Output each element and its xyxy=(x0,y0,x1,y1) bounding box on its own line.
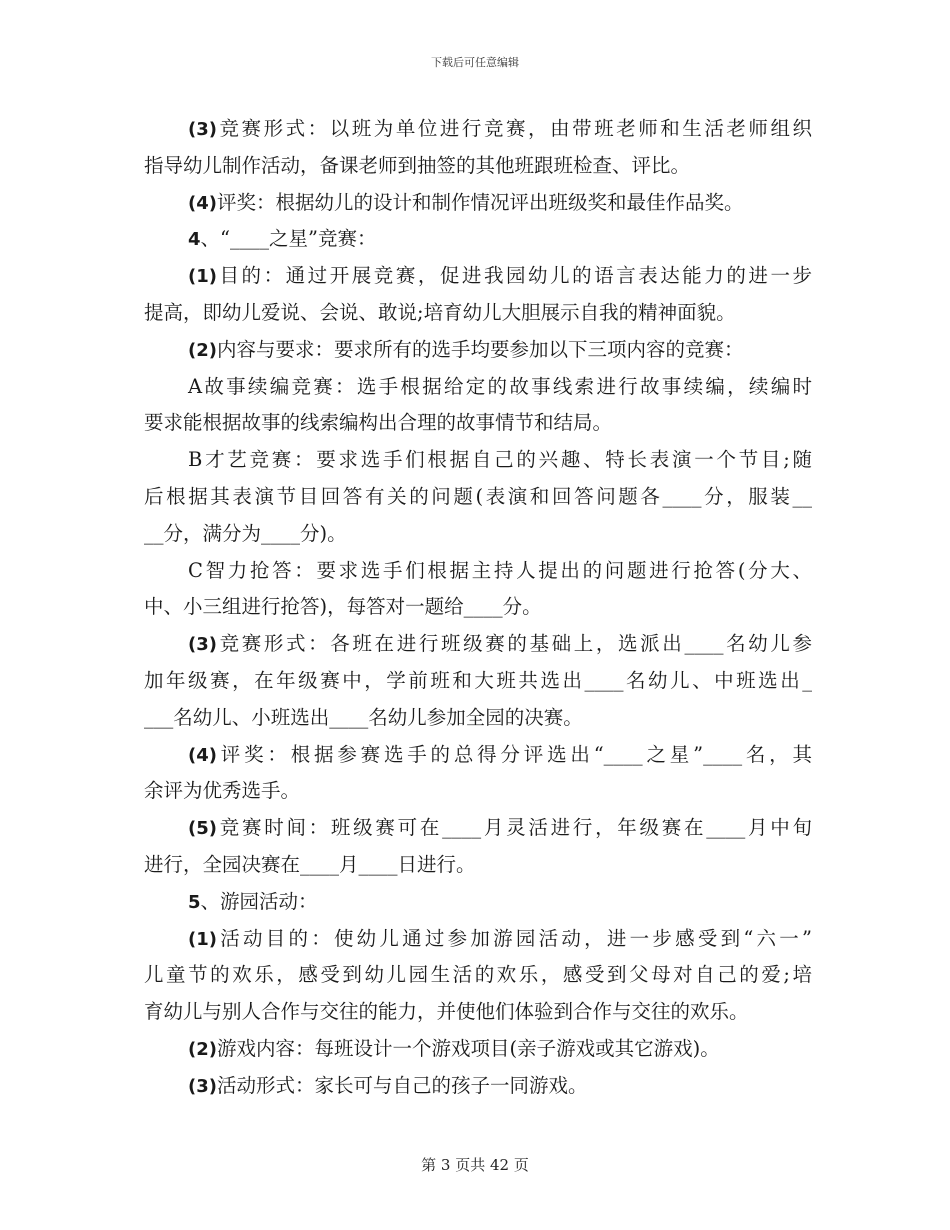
paragraph-line xyxy=(144,810,812,847)
line-text: 评奖：根据参赛选手的总得分评选出“____之星”____名，其 xyxy=(216,742,812,766)
item-number: (2) xyxy=(188,339,217,361)
line-text: 指导幼儿制作活动，备课老师到抽签的其他班跟班检查、评比。 xyxy=(144,153,691,177)
paragraph-line xyxy=(144,589,812,626)
document-body xyxy=(144,111,812,1105)
line-text: 后根据其表演节目回答有关的问题(表演和回答问题各____分，服装__ xyxy=(144,484,812,508)
line-text: 进行，全园决赛在____月____日进行。 xyxy=(144,852,476,876)
paragraph-line xyxy=(144,553,812,590)
line-text: ___名幼儿、小班选出____名幼儿参加全园的决赛。 xyxy=(144,705,583,729)
item-number: 5 xyxy=(188,891,201,913)
line-text: 育幼儿与别人合作与交往的能力，并使他们体验到合作与交往的欢乐。 xyxy=(144,1000,749,1024)
paragraph-line xyxy=(144,258,812,295)
paragraph-line xyxy=(144,663,812,700)
line-text: A故事续编竞赛：选手根据给定的故事线索进行故事续编，续编时 xyxy=(188,374,812,398)
page-number: 第 3 页共 42 页 xyxy=(421,1156,529,1174)
line-text: 加年级赛，在年级赛中，学前班和大班共选出____名幼儿、中班选出_ xyxy=(144,668,812,692)
line-text: 活动形式：家长可与自己的孩子一同游戏。 xyxy=(216,1073,588,1097)
line-text: 活动目的：使幼儿通过参加游园活动，进一步感受到“六一” xyxy=(216,926,812,950)
line-text: 要求能根据故事的线索编构出合理的故事情节和结局。 xyxy=(144,411,613,435)
paragraph-line xyxy=(144,921,812,958)
line-text: 、“____之星”竞赛： xyxy=(200,227,377,251)
line-text: 游戏内容：每班设计一个游戏项目(亲子游戏或其它游戏)。 xyxy=(216,1036,720,1060)
paragraph-line xyxy=(144,1068,812,1105)
paragraph-line xyxy=(144,332,812,369)
item-number: (4) xyxy=(188,744,217,766)
paragraph-line xyxy=(144,700,812,737)
line-text: 提高，即幼儿爱说、会说、敢说;培育幼儿大胆展示自我的精神面貌。 xyxy=(144,300,736,324)
line-text: 中、小三组进行抢答)，每答对一题给____分。 xyxy=(144,595,542,619)
paragraph-line xyxy=(144,185,812,222)
paragraph-line xyxy=(144,479,812,516)
item-number: (3) xyxy=(188,634,217,656)
line-text: 竞赛形式：以班为单位进行竞赛，由带班老师和生活老师组织 xyxy=(216,117,812,140)
paragraph-line xyxy=(144,516,812,553)
item-number: (1) xyxy=(188,266,217,288)
line-text: 竞赛时间：班级赛可在____月灵活进行，年级赛在____月中旬 xyxy=(216,816,812,840)
page-header-note: 下载后可任意编辑 xyxy=(431,56,519,69)
section-heading-5 xyxy=(144,884,812,921)
paragraph-line xyxy=(144,405,812,442)
line-text: __分，满分为____分)。 xyxy=(144,521,347,545)
line-text: 内容与要求：要求所有的选手均要参加以下三项内容的竞赛： xyxy=(216,337,744,361)
paragraph-line xyxy=(144,369,812,406)
paragraph-line xyxy=(144,295,812,332)
item-number: (3) xyxy=(188,1075,217,1097)
paragraph-line xyxy=(144,442,812,479)
paragraph-line xyxy=(144,626,812,663)
line-text: C智力抢答：要求选手们根据主持人提出的问题进行抢答(分大、 xyxy=(188,558,812,582)
item-number: 4 xyxy=(188,229,201,251)
line-text: 竞赛形式：各班在进行班级赛的基础上，选派出____名幼儿参 xyxy=(216,632,812,656)
line-text: 余评为优秀选手。 xyxy=(144,779,301,803)
section-heading-4 xyxy=(144,221,812,258)
paragraph-line xyxy=(144,847,812,884)
paragraph-line xyxy=(144,773,812,810)
item-number: (3) xyxy=(188,119,217,140)
line-text: 目的：通过开展竞赛，促进我园幼儿的语言表达能力的进一步 xyxy=(216,264,812,288)
item-number: (5) xyxy=(188,818,217,840)
item-number: (2) xyxy=(188,1038,217,1060)
paragraph-line xyxy=(144,1031,812,1068)
item-number: (4) xyxy=(188,192,217,214)
paragraph-line xyxy=(144,737,812,774)
paragraph-line xyxy=(144,994,812,1031)
line-text: B才艺竞赛：要求选手们根据自己的兴趣、特长表演一个节目;随 xyxy=(188,448,812,472)
line-text: 、游园活动： xyxy=(200,889,318,913)
line-text: 儿童节的欢乐，感受到幼儿园生活的欢乐，感受到父母对自己的爱;培 xyxy=(144,963,812,987)
paragraph-line xyxy=(144,111,812,148)
paragraph-line xyxy=(144,148,812,185)
item-number: (1) xyxy=(188,928,217,950)
line-text: 评奖：根据幼儿的设计和制作情况评出班级奖和最佳作品奖。 xyxy=(216,190,744,214)
paragraph-line xyxy=(144,957,812,994)
